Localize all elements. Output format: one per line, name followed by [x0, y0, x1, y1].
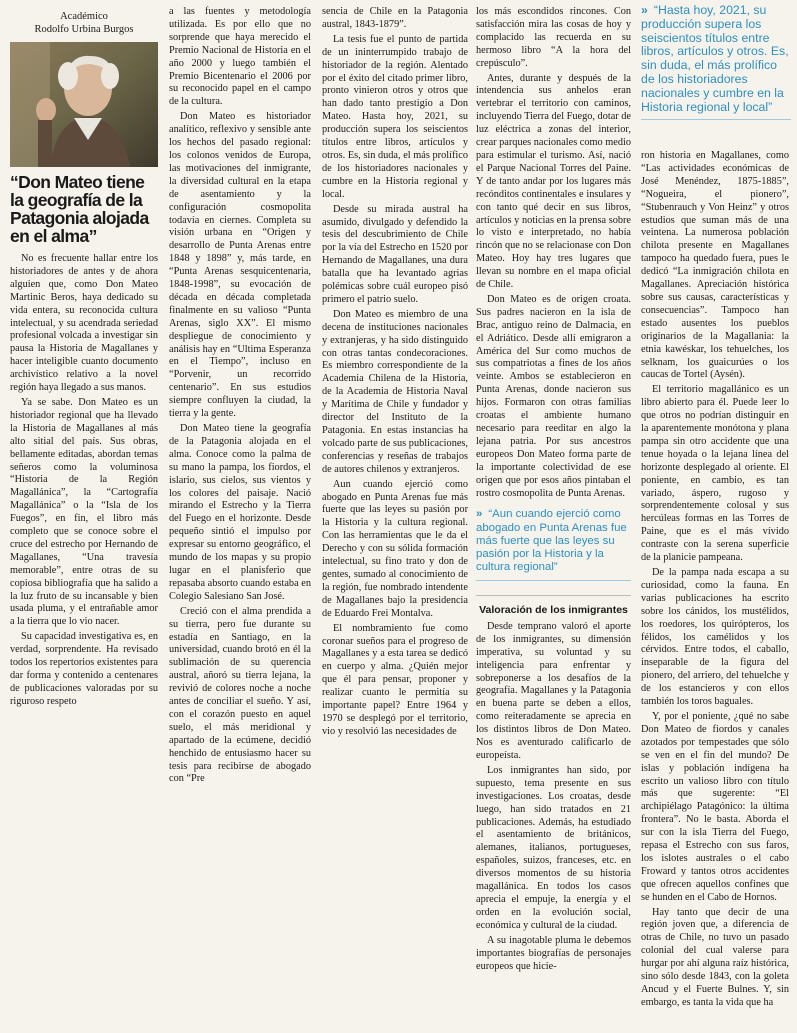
author-byline	[10, 10, 158, 36]
double-chevron-quote-icon: »	[476, 508, 483, 521]
paragraph: Don Mateo es de origen croata. Sus padres nacieron en la isla de Brac, antiguo reino de Dalmacia, en el Adriático. Desde allí emigraron a América del Sur como muchos de sus compatriotas a fines de los años veinte. Ambos se establecieron en Punta Arenas, donde nacieron sus hijos. Formaron con otras familias croatas el ambiente humano necesario para reeditar en algo la lejana patria. Por sus ancestros europeos Don Mateo forma parte de la importante colectividad de ese origen que por esos años pintaban el rostro cosmopolita de Punta Arenas.	[476, 293, 631, 499]
column-5	[641, 150, 789, 1029]
paragraph: El territorio magallánico es un libro abierto para él. Puede leer lo que otros no podrían distinguir en la aparentemente monótona y plana pampa sin otro accidente que una tenue hoyada o la lejana línea del horizonte desplegado al oriente. El poniente, en cambio, es tan variado, áspero, rugoso y sorprendentemente colosal y sus hercúleas formas en las Torres de Paine, que es el más vívido contraste con la serena superficie de la planicie pampeana.	[641, 384, 789, 564]
column-4	[476, 6, 631, 1029]
section-subhead: Valoración de los inmigrantes	[476, 595, 631, 617]
author-role: Académico	[60, 11, 108, 22]
headline: “Don Mateo tiene la geografía de la Patagonia alojada en el alma”	[10, 172, 149, 246]
paragraph: Ya se sabe. Don Mateo es un historiador regional que ha llevado la Historia de Magallanes al más alto sitial del país. Sus obras, bellamente editadas, abordan temas señeros como la voluminosa “Historia de la Región Magallánica”, la “Cartografía Magallánica” o la “Isla de los Fuegos”, en fin, el libro más completo que se conoce sobre el cruce del estrecho por Hernando de Magallanes, “Una travesía memorable”, entre otras de su copiosa bibliografía que ha salido a la luz fruto de su incansable y bien usada pluma, y el entrañable amor a la tierra que lo vio nacer.	[10, 396, 158, 628]
author-photo	[10, 42, 158, 167]
paragraph: sencia de Chile en la Patagonia austral, 1843-1879”.	[322, 6, 468, 30]
paragraph: No es frecuente hallar entre los historiadores de antes y de ahora alguien que, como Don Mateo Martinic Beros, haya dedicado su vida entera, su reconocida cultura intelectual, y su acendrada seriedad profesional volcada a investigar sin pausa la Historia de Magallanes y hacer inteligible cuanto documento archivístico relativo a la novel región haya llegado a sus manos.	[10, 253, 158, 394]
column-3	[322, 6, 468, 1029]
paragraph: Desde su mirada austral ha asumido, divulgado y defendido la tesis del descubrimiento de Chile por la vía del Estrecho en 1520 por Hernando de Magallanes, una dura batalla que ha levantado agrias polémicas sobre cuál europeo pisó primero el patrio suelo.	[322, 203, 468, 305]
paragraph: ron historia en Magallanes, como “Las actividades económicas de José Menéndez, 1875-1885”, “Nogueira, el pionero”, “Stubenrauch y Von Heinz” y otros estudios que suman más de una veintena. La numerosa población chilota presente en Magallanes tampoco ha quedado fuera, pues le dedicó “La inmigración chilota en Magallanes. Apreciación histórica sobre sus causas, características y consecuencias”. Tampoco han estado ausentes los pueblos originarios de la Magallania: la etnia kawéskar, los tehuelches, los selknam, los guaicurúes o los caucas de Tortel (Aysén).	[641, 150, 789, 381]
column-2	[169, 6, 311, 1029]
pull-quote-top	[641, 4, 791, 120]
paragraph: Hay tanto que decir de una región joven que, a diferencia de otras de Chile, no tuvo un pasado colonial del cual valerse para hurgar por ahí alguna raíz histórica, sino sólo desde 1843, con la goleta Ancud y el Fuerte Bulnes. Y, sin embargo, es tanta la vida que ha	[641, 906, 789, 1008]
paragraph: De la pampa nada escapa a su curiosidad, como la fauna. En varias publicaciones ha escrito sobre los cánidos, los mustélidos, los roedores, los quirópteros, los félidos, los camélidos y los cérvidos. Entre todos, el caballo, inseparable de la figura del pionero, del arriero, del tehuelche y de los estancieros y con ellos también los toros baguales.	[641, 567, 789, 708]
pull-quote-text: “Hasta hoy, 2021, su producción supera los seiscientos títulos entre libros, artículos y otros. Es, sin duda, el más prolífico de los historiadores nacionales y cumbre en la Historia regional y local”	[641, 3, 789, 114]
paragraph: Aun cuando ejerció como abogado en Punta Arenas fue más fuerte que las leyes su pasión por la Historia y la cultura regional. Con las herramientas que le da el Derecho y con su sólida formación intelectual, su fino trato y don de gentes, sumado al conocimiento de la región, fue nombrado intendente de Magallanes bajo la presidencia de Eduardo Frei Montalva.	[322, 478, 468, 619]
paragraph: Los inmigrantes han sido, por supuesto, tema presente en sus investigaciones. Los croatas, desde luego, han sido tratados en 21 publicaciones. Además, ha estudiado el asentamiento de británicos, alemanes, italianos, portugueses, españoles, suizos, franceses, etc. en diversos momentos de su historia magallánica. En todos los casos aprecia el empuje, la energía y el orden en la evolución social, económica y cultural de la ciudad.	[476, 764, 631, 931]
paragraph: Su capacidad investigativa es, en verdad, sorprendente. Ha revisado todos los repertorios existentes para dar forma y contenido a centenares de publicaciones valoradas por su riguroso respeto	[10, 631, 158, 707]
column-1	[10, 6, 158, 1029]
author-name: Rodolfo Urbina Burgos	[34, 24, 134, 35]
paragraph: Don Mateo es historiador analítico, reflexivo y sensible ante los hechos del pasado regional: los colonos venidos de Europa, las motivaciones del inmigrante, la diversidad cultural en la etapa de asentamiento y la configuración cosmopolita todavía en ciernes. Completa su visión urbana en “Origen y desarrollo de Punta Arenas entre 1848 y 1898” y, más tarde, en “Punta Arenas sesquicentenaria, 1848-1998”, su evocación de década en década completada finalmente en su valioso “Punta Arenas, siglo XX”. El mismo despliegue de conocimiento y análisis hay en “Ultima Esperanza en el Tiempo”, incluso en “Porvenir, un recorrido centenario”. En sus estudios siempre confluyen la ciudad, la tierra y la gente.	[169, 111, 311, 420]
paragraph: Antes, durante y después de la intendencia sus anhelos eran vertebrar el territorio con caminos, incluyendo Tierra del Fuego, dotar de luz eléctrica a zonas del interior, crear parques nacionales como medio para estimular el turismo. Así, nació el Parque Nacional Torres del Paine. Y de tanto andar por los lugares más recónditos continentales e insulares y con tanto qué decir en sus libros, artículos y noticias en la prensa sobre lo visto e interpretado, no había rincón que no se relacionase con Don Mateo. Hoy hay tres lugares que llevan su nombre en el mapa oficial de Chile.	[476, 72, 631, 291]
pull-quote-middle	[476, 508, 631, 581]
paragraph: El nombramiento fue como coronar sueños para el progreso de Magallanes y a esta tarea se dedicó en cuerpo y alma. ¿Quién mejor que él para pensar, proponer y realizar cuanto le permitía su importante papel? Entre 1964 y 1970 se desplegó por el territorio, vio y resolvió las necesidades de	[322, 622, 468, 737]
paragraph: los más escondidos rincones. Con satisfacción mira las cosas de hoy y complacido las recuerda en su hermoso libro “A la hora del crepúsculo”.	[476, 6, 631, 69]
paragraph: Don Mateo tiene la geografía de la Patagonia alojada en el alma. Conoce como la palma de su mano la pampa, los fiordos, el islario, sus cielos, sus vientos y los colores del paisaje. Nació mirando el Estrecho y la Tierra del Fuego en el horizonte. Desde pequeño sintió el impulso por expresar su entorno geográfico, el mundo de los mapas y su propio lugar en el planisferio que repasaba absorto cuando estaba en Colegio Salesiano San José.	[169, 423, 311, 602]
paragraph: Don Mateo es miembro de una decena de instituciones nacionales y extranjeras, y ha sido distinguido con otras tantas condecoraciones. Es miembro correspondiente de la Academia Chilena de la Historia, de la Academia de Historia Naval y Marítima de Chile y fundador y director del Instituto de la Patagonia. En estas instancias ha volcado parte de sus publicaciones, conferencias y reseñas de trabajos de autores chilenos y extranjeros.	[322, 308, 468, 475]
paragraph: a las fuentes y metodología utilizada. Es por ello que no sorprende que haya merecido el Premio Nacional de Historia en el año 2000 y luego también el Premio Bicentenario el 2006 por su reconocido papel en el campo de la cultura.	[169, 6, 311, 108]
pull-quote-text: “Aun cuando ejerció como abogado en Punta Arenas fue más fuerte que las leyes su pasión por la Historia y la cultura regional”	[476, 508, 627, 574]
paragraph: Y, por el poniente, ¿qué no sabe Don Mateo de fiordos y canales azotados por tempestades que sólo se ven en el fin del mundo? De islas y población indígena ha escrito un valioso libro con título más que sugerente: “El archipiélago Patagónico: la última frontera”. No le basta. Aborda el sur con la isla Tierra del Fuego, repasa el Estrecho con sus faros, los islotes australes o el cabo Froward y tantos otros accidentes que ofrecen aquellos confines que se hunden en el Cabo de Hornos.	[641, 710, 789, 903]
paragraph: La tesis fue el punto de partida de un ininterrumpido trabajo de historiador de la región. Alentado por el éxito del citado primer libro, pronto vinieron otros y otros que han dado tanto prestigio a Don Mateo. Hasta hoy, 2021, su producción supera los seiscientos títulos entre libros, artículos y otros. Es, sin duda, el más prolífico de los historiadores nacionales y cumbre en la Historia regional y local.	[322, 33, 468, 200]
paragraph: Creció con el alma prendida a su tierra, pero fue durante su estadía en Santiago, en la universidad, cuando brotó en él la sublimación de su querencia austral, añoró su tierra lejana, la revivió de colores noche a noche antes de conciliar el sueño. Y así, con el corazón puesto en aquel suelo, el más meridional y apartado de la ecúmene, decidió henchido de entusiasmo hacer su tesis para recibirse de abogado con “Pre	[169, 605, 311, 785]
paragraph: A su inagotable pluma le debemos importantes biografías de personajes europeos que hicie-	[476, 934, 631, 972]
double-chevron-quote-icon: »	[641, 3, 648, 17]
paragraph: Desde temprano valoró el aporte de los inmigrantes, su dimensión imperativa, su voluntad y su inteligencia para enfrentar y sobreponerse a los desafíos de la geografía. Magallanes y la Patagonia en buena parte se deben a ellos, como reiteradamente se aprecia en los distintos libros de Don Mateo. Nos es aventurado calificarlo de europeísta.	[476, 620, 631, 762]
